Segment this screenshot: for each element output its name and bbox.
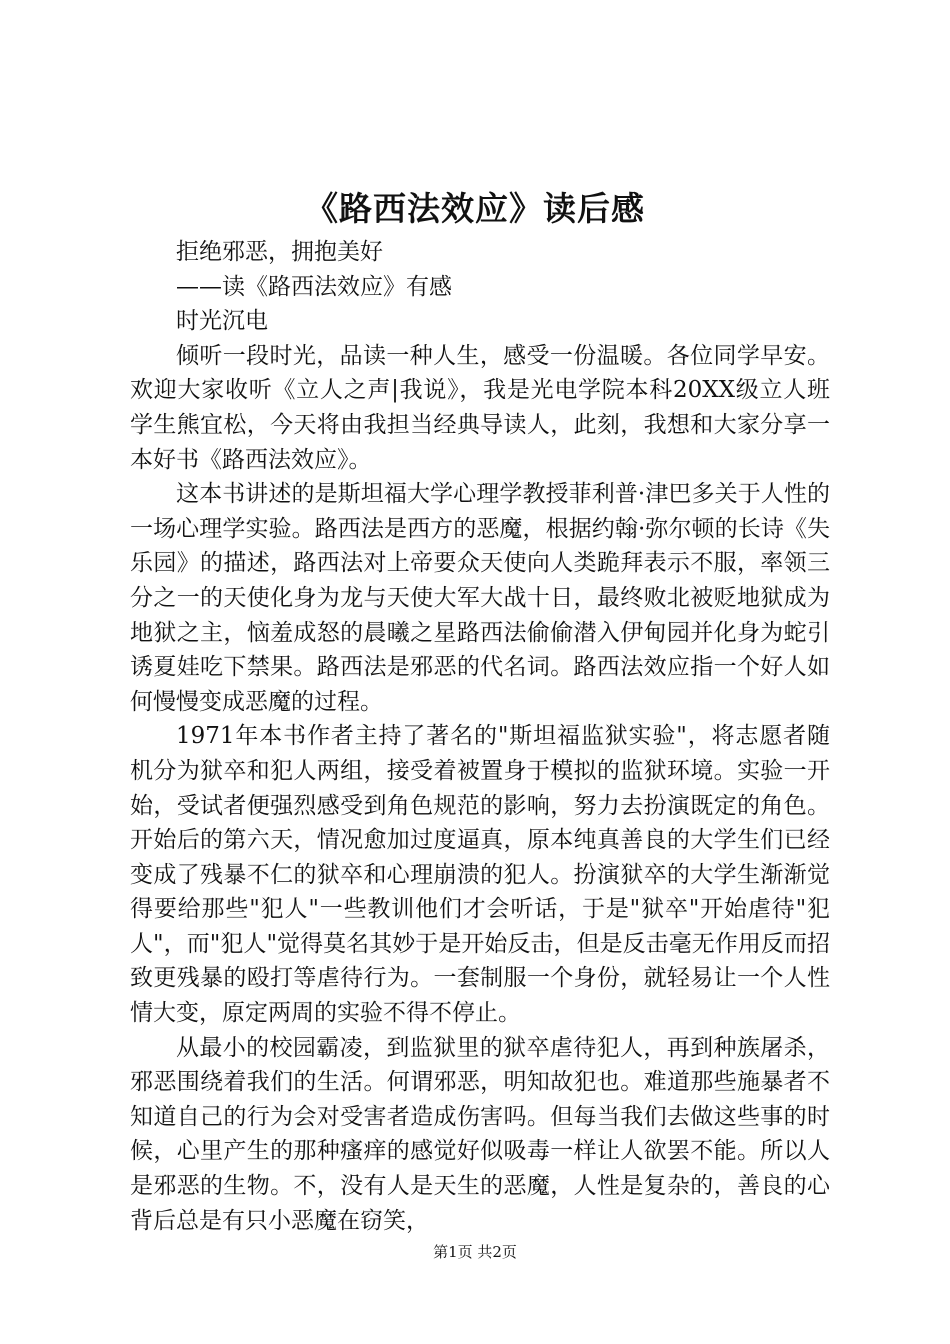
subtitle-line: 拒绝邪恶，拥抱美好 bbox=[176, 239, 383, 265]
author-line: 时光沉电 bbox=[176, 308, 268, 335]
paragraph-evil: 从最小的校园霸凌，到监狱里的狱卒虐待犯人，再到种族屠杀，邪恶围绕着我们的生活。何谓邪恶，明知故犯也。难道那些施暴者不知道自己的行为会对受害者造成伤害吗。但每当我们去做这些事的时候，心里产生的那种瘙痒的感觉好似吸毒一样让人欲罢不能。所以人是邪恶的生物。不，没有人是天生的恶魔，人性是复杂的，善良的心背后总是有只小恶魔在窃笑， bbox=[130, 1034, 830, 1234]
page-title: 《路西法效应》读后感 bbox=[305, 189, 645, 228]
paragraph-experiment: 1971年本书作者主持了著名的"斯坦福监狱实验"，将志愿者随机分为狱卒和犯人两组，接受着被置身于模拟的监狱环境。实验一开始，受试者便强烈感受到角色规范的影响，努力去扮演既定的角色。开始后的第六天，情况愈加过度逼真，原本纯真善良的大学生们已经变成了残暴不仁的狱卒和心理崩溃的犯人。扮演狱卒的大学生渐渐觉得要给那些"犯人"一些教训他们才会听话，于是"狱卒"开始虐待"犯人"，而"犯人"觉得莫名其妙于是开始反击，但是反击毫无作用反而招致更残暴的殴打等虐待行为。一套制服一个身份，就轻易让一个人性情大变，原定两周的实验不得不停止。 bbox=[130, 723, 830, 1027]
paragraph-lucifer: 这本书讲述的是斯坦福大学心理学教授菲利普·津巴多关于人性的一场心理学实验。路西法是西方的恶魔，根据约翰·弥尔顿的长诗《失乐园》的描述，路西法对上帝要众天使向人类跪拜表示不服，率领三分之一的天使化身为龙与天使大军大战十日，最终败北被贬地狱成为地狱之主，恼羞成怒的晨曦之星路西法偷偷潜入伊甸园并化身为蛇引诱夏娃吃下禁果。路西法是邪恶的代名词。路西法效应指一个好人如何慢慢变成恶魔的过程。 bbox=[130, 481, 830, 715]
page-footer: 第1页 共2页 bbox=[433, 1243, 517, 1261]
paragraph-intro: 倾听一段时光，品读一种人生，感受一份温暖。各位同学早安。欢迎大家收听《立人之声|我说》，我是光电学院本科20XX级立人班学生熊宜松，今天将由我担当经典导读人，此刻，我想和大家分享一本好书《路西法效应》。 bbox=[130, 342, 830, 473]
document-body bbox=[130, 235, 830, 1238]
subtitle-sub-line: ——读《路西法效应》有感 bbox=[176, 273, 452, 300]
